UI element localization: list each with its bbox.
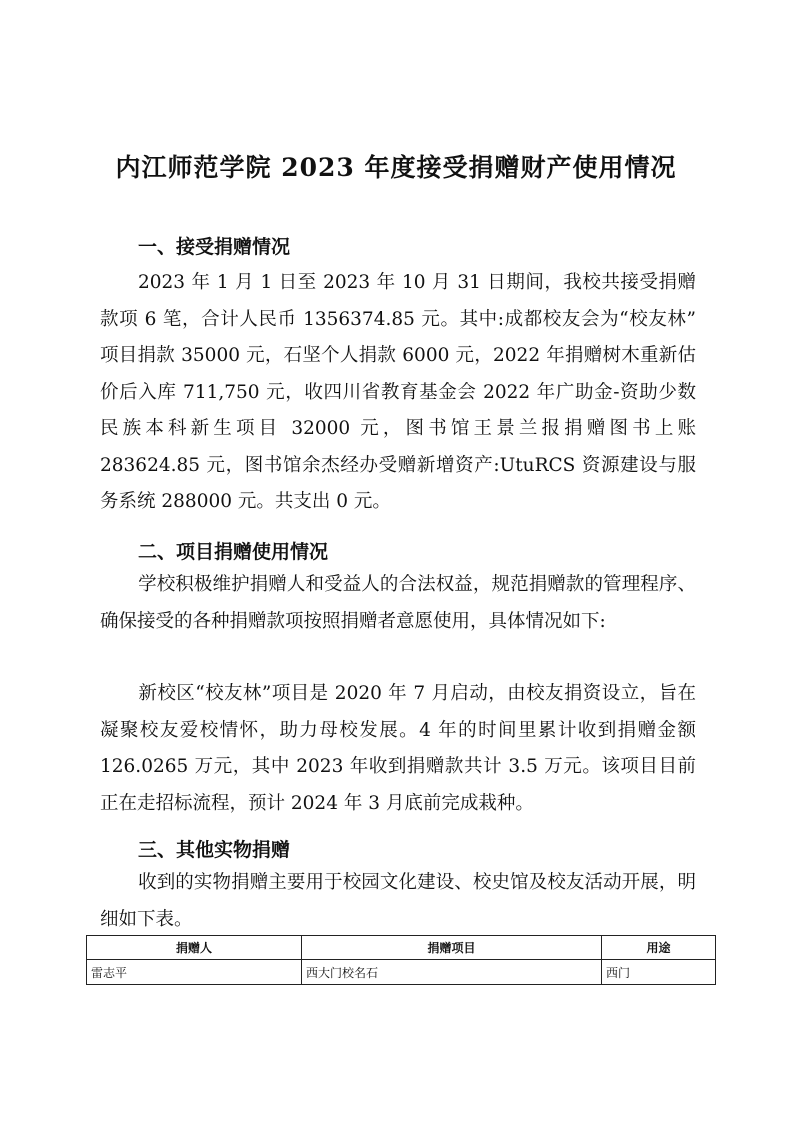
- section-3-paragraph: 收到的实物捐赠主要用于校园文化建设、校史馆及校友活动开展，明细如下表。: [100, 872, 696, 930]
- section-1-paragraph: 2023 年 1 月 1 日至 2023 年 10 月 31 日期间，我校共接受捐赠款项 6 笔，合计人民币 1356374.85 元。其中:成都校友会为“校友林” 项目捐款 35000 元，石坚个人捐款 6000 元，2022 年捐赠树木重新估价后入库 711,750 元，收四川省教育基金会 2022 年广助金-资助少数民族本科新生项目 32000 元，图书馆王景兰报捐赠图书上账 283624.85 元，图书馆余杰经办受赠新增资产:UtuRCS 资源建设与服务系统 288000 元。共支出 0 元。: [100, 272, 696, 512]
- table-header-row: [87, 936, 716, 960]
- section-2-paragraph-1: 学校积极维护捐赠人和受益人的合法权益，规范捐赠款的管理程序、确保接受的各种捐赠款项按照捐赠者意愿使用，具体情况如下:: [100, 574, 696, 632]
- header-purpose: 用途: [602, 936, 716, 960]
- donation-table: [86, 935, 716, 985]
- cell-purpose: 西门: [602, 960, 716, 985]
- section-1-heading: 一、接受捐赠情况: [138, 236, 291, 258]
- section-2-heading: 二、项目捐赠使用情况: [138, 541, 329, 563]
- table-row: [87, 960, 716, 985]
- section-2-paragraph-2: 新校区“校友林”项目是 2020 年 7 月启动，由校友捐资设立，旨在凝聚校友爱校情怀，助力母校发展。4 年的时间里累计收到捐赠金额 126.0265 万元，其中 2023 年收到捐赠款共计 3.5 万元。该项目目前正在走招标流程，预计 2024 年 3 月底前完成栽种。: [100, 683, 696, 814]
- document-title: 内江师范学院 2023 年度接受捐赠财产使用情况: [115, 153, 677, 182]
- cell-donor: 雷志平: [87, 960, 302, 985]
- section-3-heading: 三、其他实物捐赠: [138, 839, 291, 861]
- header-donor: 捐赠人: [87, 936, 302, 960]
- header-item: 捐赠项目: [302, 936, 602, 960]
- cell-item: 西大门校名石: [302, 960, 602, 985]
